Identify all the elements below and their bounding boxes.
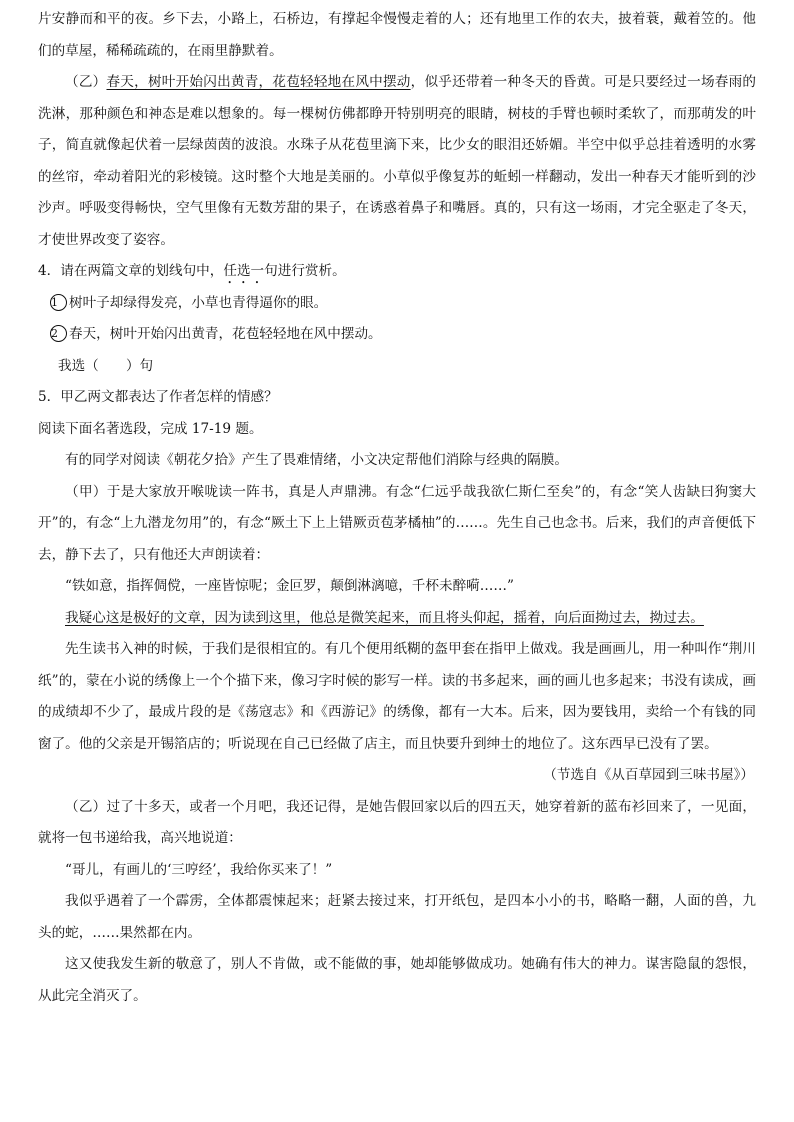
question-4-option-2: 2 春天，树叶开始闪出黄青，花苞轻轻地在风中摆动。: [51, 326, 382, 342]
passage-yi: [38, 67, 756, 256]
excerpt-yi-para-1: （乙）过了十多天，或者一个月吧，我还记得，是她告假回家以后的四五天，她穿着新的蓝布衫回来了，一见面，就将一包书递给我，高兴地说道：: [38, 798, 756, 846]
excerpt-jia-underlined: [38, 603, 756, 635]
question-5-stem: 5．甲乙两文都表达了作者怎样的情感？: [38, 389, 278, 405]
excerpt-source: （节选自《从百草园到三味书屋》）: [543, 767, 754, 783]
excerpt-jia-quote: “铁如意，指挥倜傥，一座皆惊呢；金叵罗，颠倒淋漓噫，千杯未醉嗬……”: [65, 578, 514, 594]
circled-number-2: 2: [50, 325, 67, 342]
circled-number-1: 1: [50, 294, 67, 311]
document-page: [38, 0, 756, 1012]
reading-lead: 有的同学对阅读《朝花夕拾》产生了畏难情绪，小文决定帮他们消除与经典的隔膜。: [65, 452, 568, 468]
passage-yi-text: ，似乎还带着一种冬天的昏黄。可是只要经过一场春雨的洗淋，那种颜色和神态是难以想象的。每一棵树仿佛都睁开特别明亮的眼睛，树枝的手臂也顿时柔软了，而那萌发的叶子，简直就像起伏着一层绿茵茵的波浪。水珠子从花苞里滴下来，比少女的眼泪还娇媚。半空中似乎总挂着透明的水雾的丝帘，牵动着阳光的彩棱镜。这时整个大地是美丽的。小草似乎像复苏的蚯蚓一样翻动，发出一种春天才能听到的沙沙声。呼吸变得畅快，空气里像有无数芳甜的果子，在诱惑着鼻子和嘴唇。真的，只有这一场雨，才完全驱走了冬天，才使世界改变了姿容。: [38, 74, 757, 248]
excerpt-jia-para-2: 先生读书入神的时候，于我们是很相宜的。有几个便用纸糊的盔甲套在指甲上做戏。我是画画儿，用一种叫作“荆川纸”的，蒙在小说的绣像上一个个描下来，像习字时候的影写一样。读的书多起来，画的画儿也多起来；书没有读成，画的成绩却不少了，最成片段的是《荡寇志》和《西游记》的绣像，都有一大本。后来，因为要钱用，卖给一个有钱的同窗了。他的父亲是开锡箔店的；听说现在自己已经做了店主，而且快要升到绅士的地位了。这东西早已没有了罢。: [38, 641, 756, 752]
excerpt-yi-para-3: 这又使我发生新的敬意了，别人不肯做，或不能做的事，她却能够做成功。她确有伟大的神力。谋害隐鼠的怨恨，从此完全消灭了。: [38, 956, 756, 1004]
passage-yi-label: （乙）: [65, 74, 107, 90]
question-4-stem: 4．请在两篇文章的划线句中，任选一句进行赏析。: [38, 263, 346, 279]
emphasis-marks: 任选一: [223, 263, 265, 279]
excerpt-jia-para-1: （甲）于是大家放开喉咙读一阵书，真是人声鼎沸。有念“仁远乎哉我欲仁斯仁至矣”的，有念“笑人齿缺曰狗窦大开”的，有念“上九潜龙勿用”的，有念“厥土下上上错厥贡苞茅橘柚”的……。先生自己也念书。后来，我们的声音便低下去，静下去了，只有他还大声朗读着：: [38, 483, 756, 563]
underlined-sentence-jia: 我疑心这是极好的文章，因为读到这里，他总是微笑起来，而且将头仰起，摇着，向后面拗过去，拗过去。: [65, 609, 704, 626]
question-4-answer-line: 我选（ ）句: [58, 357, 154, 374]
passage-jia-ending: 片安静而和平的夜。乡下去，小路上，石桥边，有撑起伞慢慢走着的人；还有地里工作的农夫，披着蓑，戴着笠的。他们的草屋，稀稀疏疏的，在雨里静默着。: [38, 11, 756, 59]
excerpt-yi-quote: “哥儿，有画儿的‘三哼经’，我给你买来了！”: [65, 861, 333, 878]
reading-instruction: 阅读下面名著选段，完成 17-19 题。: [38, 420, 263, 437]
question-4-option-1: 1 树叶子却绿得发亮，小草也青得逼你的眼。: [51, 294, 328, 311]
underlined-sentence-yi: 春天，树叶开始闪出黄青，花苞轻轻地在风中摆动: [106, 74, 411, 90]
excerpt-yi-para-2: 我似乎遇着了一个霹雳，全体都震悚起来；赶紧去接过来，打开纸包，是四本小小的书，略略一翻，人面的兽，九头的蛇，……果然都在内。: [38, 893, 756, 941]
